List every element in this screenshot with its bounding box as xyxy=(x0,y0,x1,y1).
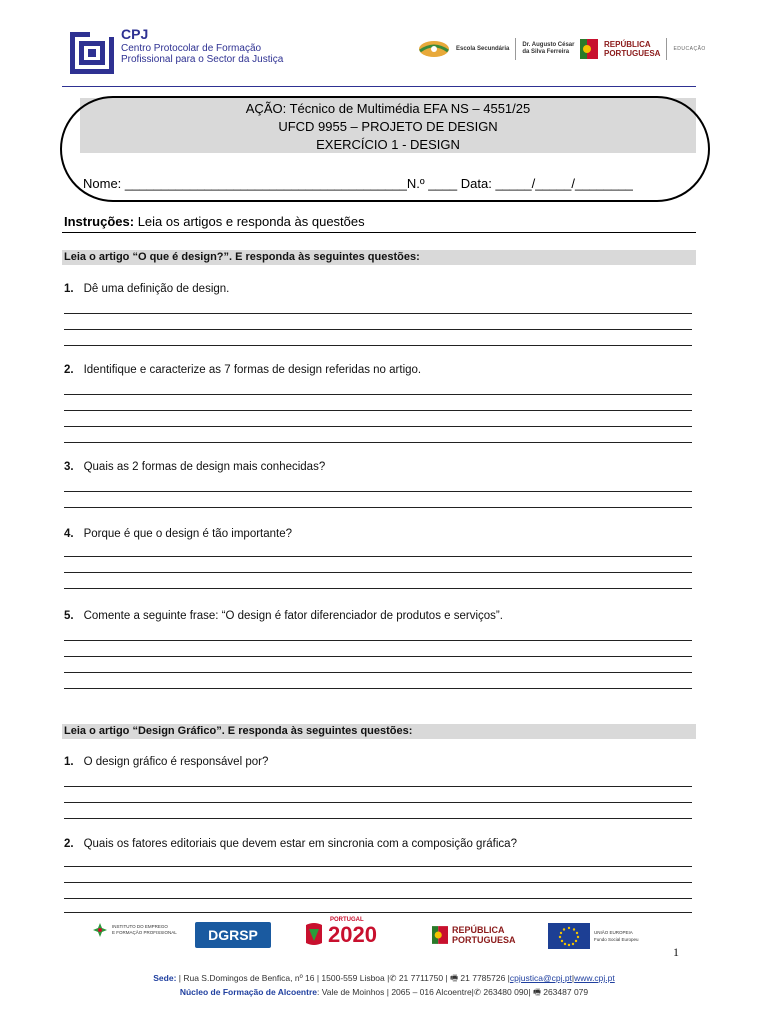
eu-logo: UNIÃO EUROPEIA Fundo Social Europeu xyxy=(548,923,639,949)
answer-line[interactable] xyxy=(64,426,692,427)
footer-address-nucleo: Núcleo de Formação de Alcoentre: Vale de Moinhos | 2065 – 016 Alcoentre|✆ 263480 090| 🖷 263487 079 xyxy=(179,987,589,997)
header-divider xyxy=(62,86,696,87)
answer-line[interactable] xyxy=(64,394,692,395)
school-logo: Escola Secundária Dr. Augusto César da Silva Ferreira xyxy=(418,38,574,60)
answer-line[interactable] xyxy=(64,912,692,913)
section-heading: Leia o artigo “O que é design?”. E responda às seguintes questões: xyxy=(62,250,696,265)
answer-line[interactable] xyxy=(64,507,692,508)
portugal2020-logo: PORTUGAL 2020 xyxy=(304,917,400,951)
footer-address-sede: Sede: | Rua S.Domingos de Benfica, nº 16 | 1500-559 Lisboa |✆ 21 7711750 | 🖷 21 7785726 |cpjustica@cpj.pt|www.cpj.pt xyxy=(153,973,615,983)
answer-line[interactable] xyxy=(64,410,692,411)
answer-line[interactable] xyxy=(64,866,692,867)
iefp-emblem-icon xyxy=(92,922,108,938)
portugal-flag-icon xyxy=(432,925,448,945)
school-emblem-icon xyxy=(418,39,450,59)
republica-logo: REPÚBLICA PORTUGUESA EDUCAÇÃO xyxy=(580,38,706,60)
section-heading: Leia o artigo “Design Gráfico”. E responda às seguintes questões: xyxy=(62,724,696,739)
answer-line[interactable] xyxy=(64,329,692,330)
portugal-flag-icon xyxy=(580,39,598,59)
answer-line[interactable] xyxy=(64,572,692,573)
portugal2020-emblem-icon xyxy=(304,921,324,947)
answer-line[interactable] xyxy=(64,818,692,819)
brand-title: CPJ xyxy=(121,26,149,42)
answer-line[interactable] xyxy=(64,556,692,557)
website-link[interactable]: www.cpj.pt xyxy=(574,973,615,983)
question: 1. Dê uma definição de design. xyxy=(64,283,230,295)
answer-line[interactable] xyxy=(64,442,692,443)
brand-subtitle: Centro Protocolar de Formação Profissional para o Sector da Justiça xyxy=(121,43,284,65)
answer-line[interactable] xyxy=(64,672,692,673)
instructions-underline xyxy=(62,232,696,233)
answer-line[interactable] xyxy=(64,588,692,589)
answer-line[interactable] xyxy=(64,882,692,883)
exercise-title: EXERCÍCIO 1 - DESIGN xyxy=(316,137,460,152)
question: 4. Porque é que o design é tão importante? xyxy=(64,528,293,540)
answer-line[interactable] xyxy=(64,802,692,803)
ufcd-title: UFCD 9955 – PROJETO DE DESIGN xyxy=(278,119,498,134)
dgrsp-logo: DGRSP xyxy=(195,922,271,948)
republica-footer-logo: REPÚBLICA PORTUGUESA xyxy=(432,925,516,945)
answer-line[interactable] xyxy=(64,313,692,314)
question: 3. Quais as 2 formas de design mais conhecidas? xyxy=(64,461,326,473)
cpj-logo-icon xyxy=(70,32,114,74)
answer-line[interactable] xyxy=(64,491,692,492)
iefp-logo: INSTITUTO DO EMPREGO E FORMAÇÃO PROFISSIONAL xyxy=(92,922,177,938)
answer-line[interactable] xyxy=(64,786,692,787)
question: 5. Comente a seguinte frase: “O design é fator diferenciador de produtos e serviços”. xyxy=(64,610,503,622)
answer-line[interactable] xyxy=(64,345,692,346)
question: 2. Identifique e caracterize as 7 formas de design referidas no artigo. xyxy=(64,364,422,376)
action-title: AÇÃO: Técnico de Multimédia EFA NS – 4551/25 xyxy=(245,101,531,116)
page-number: 1 xyxy=(673,945,679,959)
answer-line[interactable] xyxy=(64,688,692,689)
eu-flag-icon xyxy=(548,923,590,949)
answer-line[interactable] xyxy=(64,656,692,657)
question: 2. Quais os fatores editoriais que devem estar em sincronia com a composição gráfica? xyxy=(64,838,517,850)
name-date-field[interactable]: Nome: _______________________________________N.º ____ Data: _____/_____/________ xyxy=(83,176,633,191)
answer-line[interactable] xyxy=(64,640,692,641)
answer-line[interactable] xyxy=(64,898,692,899)
instructions: Instruções: Leia os artigos e responda às questões xyxy=(64,214,365,229)
question: 1. O design gráfico é responsável por? xyxy=(64,756,269,768)
email-link[interactable]: cpjustica@cpj.pt xyxy=(509,973,572,983)
